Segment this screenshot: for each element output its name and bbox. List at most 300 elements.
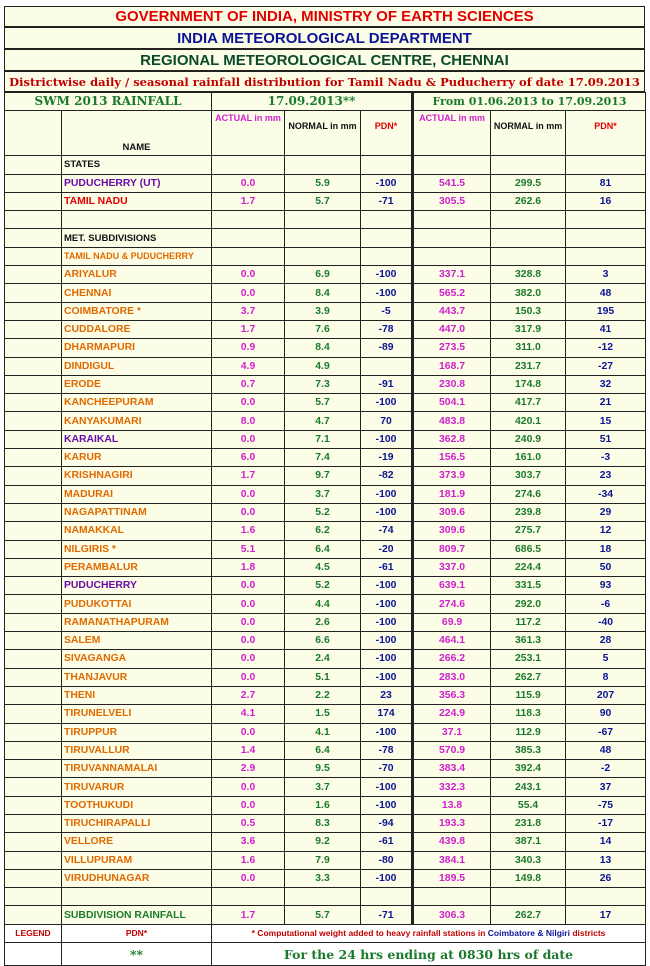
normal-season-value: 117.2 (491, 613, 566, 631)
column-header-row (5, 111, 646, 156)
pdn-day-value: -100 (361, 650, 413, 668)
table-row (5, 357, 646, 375)
legend-note (212, 924, 646, 942)
row-spacer (5, 814, 62, 832)
normal-season-value: 275.7 (491, 522, 566, 540)
normal-season-value: 420.1 (491, 412, 566, 430)
empty-cell (361, 229, 413, 247)
pdn-day-value: -100 (361, 394, 413, 412)
region-name: NAMAKKAL (62, 522, 212, 540)
pdn-day-value: -100 (361, 869, 413, 887)
actual-season-value: 383.4 (413, 760, 491, 778)
col-pdn-season: PDN* (566, 111, 646, 156)
normal-season-value: 262.7 (491, 906, 566, 924)
table-row (5, 668, 646, 686)
normal-day-value: 9.2 (285, 833, 361, 851)
pdn-season-value: 15 (566, 412, 646, 430)
pdn-season-value: -12 (566, 339, 646, 357)
row-spacer (5, 485, 62, 503)
pdn-day-value: -71 (361, 192, 413, 210)
normal-day-value: 1.6 (285, 796, 361, 814)
normal-day-value: 6.6 (285, 632, 361, 650)
pdn-season-value: 207 (566, 686, 646, 704)
region-name: TIRUCHIRAPALLI (62, 814, 212, 832)
table-row (5, 723, 646, 741)
subheader-row (5, 93, 646, 111)
actual-day-value: 0.0 (212, 577, 285, 595)
normal-day-value: 3.7 (285, 778, 361, 796)
legend-row (5, 924, 646, 942)
pdn-season-value: 16 (566, 192, 646, 210)
pdn-season-value: 12 (566, 522, 646, 540)
empty-cell (491, 156, 566, 174)
subdivision-header-row (5, 229, 646, 247)
actual-season-value: 337.0 (413, 558, 491, 576)
actual-season-value: 224.9 (413, 705, 491, 723)
pdn-season-value: -27 (566, 357, 646, 375)
normal-season-value: 392.4 (491, 760, 566, 778)
section-label: MET. SUBDIVISIONS (62, 229, 212, 247)
pdn-day-value: -100 (361, 430, 413, 448)
table-row (5, 485, 646, 503)
table-row (5, 814, 646, 832)
row-spacer (5, 284, 62, 302)
states-header-row (5, 156, 646, 174)
pdn-day-value: -100 (361, 485, 413, 503)
actual-day-value: 0.0 (212, 778, 285, 796)
normal-season-value: 150.3 (491, 302, 566, 320)
pdn-day-value: -100 (361, 503, 413, 521)
region-name: MADURAI (62, 485, 212, 503)
normal-season-value: 387.1 (491, 833, 566, 851)
empty-cell (212, 211, 285, 229)
region-name: KRISHNAGIRI (62, 467, 212, 485)
col-pdn-day: PDN* (361, 111, 413, 156)
empty-cell (285, 888, 361, 906)
table-row (5, 796, 646, 814)
actual-day-value: 4.1 (212, 705, 285, 723)
table-row (5, 833, 646, 851)
pdn-season-value: 23 (566, 467, 646, 485)
actual-day-value: 2.7 (212, 686, 285, 704)
table-row (5, 320, 646, 338)
actual-day-value: 0.0 (212, 632, 285, 650)
normal-season-value: 231.8 (491, 814, 566, 832)
table-row (5, 430, 646, 448)
row-spacer (5, 705, 62, 723)
normal-day-value: 7.4 (285, 449, 361, 467)
pdn-day-value: 23 (361, 686, 413, 704)
pdn-day-value: -78 (361, 320, 413, 338)
normal-day-value: 6.4 (285, 741, 361, 759)
region-name: KANYAKUMARI (62, 412, 212, 430)
empty-cell (212, 888, 285, 906)
pdn-day-value: -89 (361, 339, 413, 357)
actual-day-value: 5.1 (212, 540, 285, 558)
actual-season-value: 356.3 (413, 686, 491, 704)
region-name: TIRUVARUR (62, 778, 212, 796)
normal-season-value: 328.8 (491, 266, 566, 284)
normal-day-value: 5.7 (285, 394, 361, 412)
actual-day-value: 0.5 (212, 814, 285, 832)
table-row (5, 394, 646, 412)
actual-season-value: 337.1 (413, 266, 491, 284)
pdn-season-value: 32 (566, 375, 646, 393)
centre-title: REGIONAL METEOROLOGICAL CENTRE, CHENNAI (4, 49, 645, 71)
row-spacer (5, 540, 62, 558)
actual-day-value: 0.0 (212, 394, 285, 412)
pdn-day-value: -82 (361, 467, 413, 485)
spacer-row (5, 888, 646, 906)
empty-cell (491, 247, 566, 265)
empty-cell (285, 229, 361, 247)
normal-day-value: 8.4 (285, 284, 361, 302)
actual-day-value: 0.0 (212, 503, 285, 521)
normal-season-value: 174.8 (491, 375, 566, 393)
normal-day-value: 7.3 (285, 375, 361, 393)
normal-day-value: 3.9 (285, 302, 361, 320)
actual-day-value: 6.0 (212, 449, 285, 467)
actual-season-value: 168.7 (413, 357, 491, 375)
department-title: INDIA METEOROLOGICAL DEPARTMENT (4, 27, 645, 49)
rainfall-table (4, 92, 646, 966)
table-row (5, 558, 646, 576)
report-date: 17.09.2013** (212, 93, 413, 111)
section-label (62, 888, 212, 906)
actual-season-value: 309.6 (413, 522, 491, 540)
empty-cell (566, 211, 646, 229)
pdn-season-value: 41 (566, 320, 646, 338)
actual-season-value: 809.7 (413, 540, 491, 558)
pdn-season-value: -67 (566, 723, 646, 741)
normal-day-value: 8.4 (285, 339, 361, 357)
region-name: CHENNAI (62, 284, 212, 302)
table-row (5, 705, 646, 723)
pdn-day-value: -20 (361, 540, 413, 558)
region-name: VELLORE (62, 833, 212, 851)
normal-season-value: 385.3 (491, 741, 566, 759)
table-row (5, 302, 646, 320)
normal-day-value: 5.7 (285, 192, 361, 210)
normal-season-value: 231.7 (491, 357, 566, 375)
pdn-day-value: -100 (361, 723, 413, 741)
pdn-season-value: 28 (566, 632, 646, 650)
pdn-day-value: -100 (361, 595, 413, 613)
normal-season-value: 149.8 (491, 869, 566, 887)
section-label (62, 211, 212, 229)
row-spacer (5, 796, 62, 814)
actual-season-value: 332.3 (413, 778, 491, 796)
pdn-day-value: -70 (361, 760, 413, 778)
region-name: KARUR (62, 449, 212, 467)
actual-day-value: 0.0 (212, 266, 285, 284)
normal-season-value: 292.0 (491, 595, 566, 613)
row-spacer (5, 320, 62, 338)
row-spacer (5, 174, 62, 192)
actual-day-value: 0.0 (212, 595, 285, 613)
col-normal-day: NORMAL in mm (285, 111, 361, 156)
actual-season-value: 193.3 (413, 814, 491, 832)
pdn-day-value: -100 (361, 668, 413, 686)
pdn-season-value: -34 (566, 485, 646, 503)
actual-season-value: 189.5 (413, 869, 491, 887)
actual-season-value: 13.8 (413, 796, 491, 814)
normal-day-value: 8.3 (285, 814, 361, 832)
actual-day-value: 0.0 (212, 650, 285, 668)
normal-season-value: 311.0 (491, 339, 566, 357)
subdivision-total-row (5, 906, 646, 924)
region-name: THENI (62, 686, 212, 704)
pdn-season-value: 81 (566, 174, 646, 192)
pdn-season-value: 29 (566, 503, 646, 521)
pdn-day-value: -78 (361, 741, 413, 759)
col-name: NAME (62, 111, 212, 156)
footnote-text: For the 24 hrs ending at 0830 hrs of date (212, 943, 646, 966)
actual-day-value: 2.9 (212, 760, 285, 778)
footnote-row (5, 943, 646, 966)
row-spacer (5, 394, 62, 412)
normal-day-value: 5.9 (285, 174, 361, 192)
table-row (5, 632, 646, 650)
table-row (5, 686, 646, 704)
region-name: PUDUKOTTAI (62, 595, 212, 613)
actual-season-value: 565.2 (413, 284, 491, 302)
table-row (5, 174, 646, 192)
actual-season-value: 37.1 (413, 723, 491, 741)
region-name: DHARMAPURI (62, 339, 212, 357)
actual-season-value: 283.0 (413, 668, 491, 686)
empty-cell (361, 247, 413, 265)
row-spacer (5, 686, 62, 704)
actual-season-value: 639.1 (413, 577, 491, 595)
empty-cell (361, 211, 413, 229)
pdn-season-value: -75 (566, 796, 646, 814)
table-row (5, 412, 646, 430)
pdn-day-value: -100 (361, 266, 413, 284)
table-row (5, 540, 646, 558)
pdn-day-value: -100 (361, 613, 413, 631)
actual-day-value: 0.0 (212, 869, 285, 887)
pdn-season-value: 50 (566, 558, 646, 576)
legend-label: LEGEND (5, 924, 62, 942)
actual-day-value: 0.0 (212, 723, 285, 741)
season-period: From 01.06.2013 to 17.09.2013 (413, 93, 646, 111)
actual-day-value: 1.8 (212, 558, 285, 576)
empty-cell (212, 229, 285, 247)
note-places: Coimbatore & Nilgiri (487, 927, 570, 938)
normal-season-value: 55.4 (491, 796, 566, 814)
pdn-day-value: -100 (361, 796, 413, 814)
pdn-day-value: -100 (361, 577, 413, 595)
empty-cell (361, 156, 413, 174)
pdn-season-value: 37 (566, 778, 646, 796)
region-name: TIRUPPUR (62, 723, 212, 741)
pdn-season-value: 14 (566, 833, 646, 851)
pdn-day-value: -61 (361, 833, 413, 851)
row-spacer (5, 888, 62, 906)
region-name: NAGAPATTINAM (62, 503, 212, 521)
region-name: SIVAGANGA (62, 650, 212, 668)
row-spacer (5, 613, 62, 631)
pdn-day-value: -100 (361, 632, 413, 650)
pdn-season-value: 3 (566, 266, 646, 284)
empty-cell (285, 156, 361, 174)
normal-season-value: 417.7 (491, 394, 566, 412)
pdn-season-value: 195 (566, 302, 646, 320)
normal-day-value: 3.3 (285, 869, 361, 887)
row-spacer (5, 650, 62, 668)
row-spacer (5, 595, 62, 613)
table-row (5, 851, 646, 869)
pdn-season-value: -17 (566, 814, 646, 832)
actual-day-value: 0.0 (212, 613, 285, 631)
spacer-row (5, 211, 646, 229)
normal-day-value: 4.7 (285, 412, 361, 430)
region-name: THANJAVUR (62, 668, 212, 686)
pdn-season-value: 51 (566, 430, 646, 448)
normal-day-value: 5.1 (285, 668, 361, 686)
normal-day-value: 6.2 (285, 522, 361, 540)
normal-season-value: 112.9 (491, 723, 566, 741)
actual-season-value: 443.7 (413, 302, 491, 320)
empty-cell (413, 156, 491, 174)
normal-day-value: 6.9 (285, 266, 361, 284)
region-name: PUDUCHERRY (62, 577, 212, 595)
region-name: DINDIGUL (62, 357, 212, 375)
actual-day-value: 1.7 (212, 467, 285, 485)
region-name: TOOTHUKUDI (62, 796, 212, 814)
actual-season-value: 306.3 (413, 906, 491, 924)
empty-cell (566, 229, 646, 247)
actual-day-value: 3.7 (212, 302, 285, 320)
table-row (5, 778, 646, 796)
table-row (5, 266, 646, 284)
pdn-day-value: -74 (361, 522, 413, 540)
pdn-season-value: 18 (566, 540, 646, 558)
row-spacer (5, 503, 62, 521)
actual-season-value: 274.6 (413, 595, 491, 613)
row-spacer (5, 430, 62, 448)
row-spacer (5, 211, 62, 229)
pdn-day-value: -61 (361, 558, 413, 576)
note-text: * Computational weight added to heavy rainfall stations in (251, 927, 488, 938)
table-row (5, 522, 646, 540)
row-spacer (5, 522, 62, 540)
region-name: RAMANATHAPURAM (62, 613, 212, 631)
table-row (5, 577, 646, 595)
normal-day-value: 4.1 (285, 723, 361, 741)
normal-season-value: 253.1 (491, 650, 566, 668)
actual-season-value: 439.8 (413, 833, 491, 851)
empty-cell (413, 211, 491, 229)
region-name: TAMIL NADU (62, 192, 212, 210)
row-spacer (5, 339, 62, 357)
normal-season-value: 262.6 (491, 192, 566, 210)
row-spacer (5, 741, 62, 759)
pdn-day-value: -94 (361, 814, 413, 832)
pdn-day-value: -19 (361, 449, 413, 467)
empty-cell (413, 229, 491, 247)
pdn-season-value: 93 (566, 577, 646, 595)
report-description: Districtwise daily / seasonal rainfall distribution for Tamil Nadu & Puducherry of date 17.09.2013 (4, 71, 645, 92)
pdn-day-value: -91 (361, 375, 413, 393)
region-name: TIRUVANNAMALAI (62, 760, 212, 778)
empty-cell (212, 156, 285, 174)
region-name: VIRUDHUNAGAR (62, 869, 212, 887)
row-spacer (5, 229, 62, 247)
table-row (5, 192, 646, 210)
row-spacer (5, 906, 62, 924)
pdn-day-value (361, 357, 413, 375)
pdn-day-value: 70 (361, 412, 413, 430)
actual-day-value: 1.6 (212, 522, 285, 540)
pdn-season-value: 48 (566, 284, 646, 302)
actual-season-value: 483.8 (413, 412, 491, 430)
col-actual-day: ACTUAL in mm (212, 111, 285, 156)
region-name: ERODE (62, 375, 212, 393)
actual-season-value: 384.1 (413, 851, 491, 869)
row-spacer (5, 668, 62, 686)
table-row (5, 613, 646, 631)
normal-day-value: 1.5 (285, 705, 361, 723)
empty-cell (413, 247, 491, 265)
actual-season-value: 273.5 (413, 339, 491, 357)
pdn-day-value: -100 (361, 284, 413, 302)
table-row (5, 284, 646, 302)
normal-season-value: 361.3 (491, 632, 566, 650)
normal-day-value: 2.2 (285, 686, 361, 704)
actual-season-value: 504.1 (413, 394, 491, 412)
season-title: SWM 2013 RAINFALL (5, 93, 212, 111)
normal-season-value: 240.9 (491, 430, 566, 448)
actual-day-value: 1.7 (212, 192, 285, 210)
row-spacer (5, 412, 62, 430)
normal-day-value: 9.5 (285, 760, 361, 778)
region-name: SALEM (62, 632, 212, 650)
col-normal-season: NORMAL in mm (491, 111, 566, 156)
normal-season-value: 317.9 (491, 320, 566, 338)
normal-day-value: 5.2 (285, 577, 361, 595)
row-spacer (5, 375, 62, 393)
empty-cell (566, 247, 646, 265)
actual-day-value: 0.0 (212, 796, 285, 814)
normal-season-value: 686.5 (491, 540, 566, 558)
pdn-season-value: -3 (566, 449, 646, 467)
normal-season-value: 243.1 (491, 778, 566, 796)
normal-day-value: 7.9 (285, 851, 361, 869)
pdn-season-value: 21 (566, 394, 646, 412)
col-actual-season: ACTUAL in mm (413, 111, 491, 156)
pdn-season-value: 8 (566, 668, 646, 686)
pdn-day-value: -100 (361, 174, 413, 192)
region-name: NILGIRIS * (62, 540, 212, 558)
actual-season-value: 362.8 (413, 430, 491, 448)
table-row (5, 449, 646, 467)
actual-day-value: 1.6 (212, 851, 285, 869)
row-spacer (5, 943, 62, 966)
normal-day-value: 2.4 (285, 650, 361, 668)
region-name: PUDUCHERRY (UT) (62, 174, 212, 192)
normal-season-value: 118.3 (491, 705, 566, 723)
normal-day-value: 6.4 (285, 540, 361, 558)
normal-day-value: 2.6 (285, 613, 361, 631)
normal-season-value: 262.7 (491, 668, 566, 686)
row-spacer (5, 449, 62, 467)
actual-season-value: 156.5 (413, 449, 491, 467)
footnote-mark: ** (62, 943, 212, 966)
actual-season-value: 309.6 (413, 503, 491, 521)
row-spacer (5, 869, 62, 887)
